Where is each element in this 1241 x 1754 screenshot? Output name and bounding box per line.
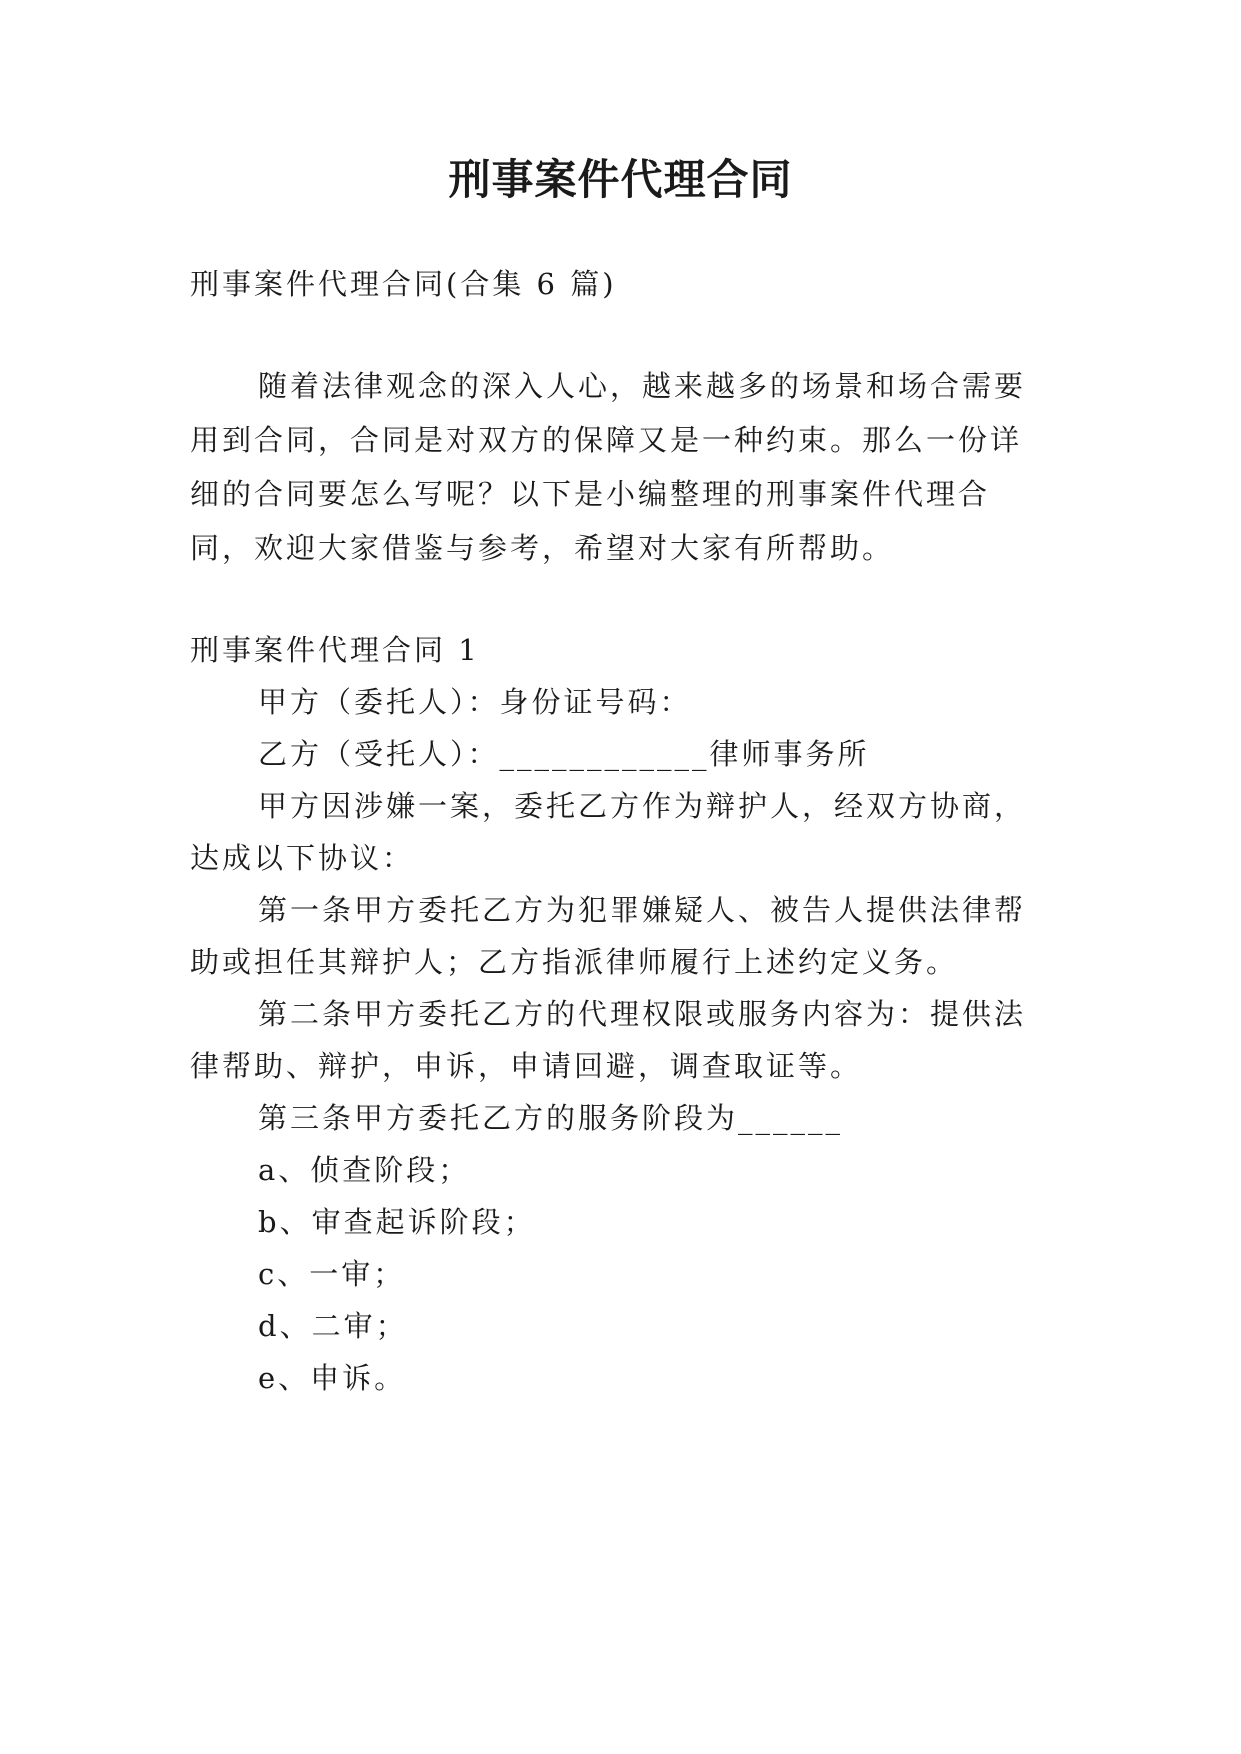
document-title: 刑事案件代理合同 [448, 155, 793, 204]
stage-item: d、二审； [258, 1309, 408, 1343]
article1-line-1: 第一条甲方委托乙方为犯罪嫌疑人、被告人提供法律帮 [258, 893, 1027, 927]
agreement-line-2: 达成以下协议： [190, 841, 415, 875]
document-subtitle: 刑事案件代理合同(合集 6 篇) [190, 267, 617, 301]
article2-line-1: 第二条甲方委托乙方的代理权限或服务内容为：提供法 [258, 997, 1027, 1031]
section-title: 刑事案件代理合同 1 [190, 633, 480, 667]
intro-line-2: 用到合同，合同是对双方的保障又是一种约束。那么一份详 [190, 423, 1023, 457]
article2-line-2: 律帮助、辩护，申诉，申请回避，调查取证等。 [190, 1049, 863, 1083]
article3-line: 第三条甲方委托乙方的服务阶段为______ [258, 1101, 844, 1135]
stage-item: a、侦查阶段； [258, 1153, 471, 1187]
intro-line-1: 随着法律观念的深入人心，越来越多的场景和场合需要 [258, 369, 1027, 403]
stage-item: b、审查起诉阶段； [258, 1205, 536, 1239]
stage-item: e、申诉。 [258, 1361, 407, 1395]
intro-line-4: 同，欢迎大家借鉴与参考，希望对大家有所帮助。 [190, 531, 895, 565]
party-b-line: 乙方（受托人）：____________律师事务所 [258, 737, 870, 771]
stage-item: c、一审； [258, 1257, 406, 1291]
article1-line-2: 助或担任其辩护人；乙方指派律师履行上述约定义务。 [190, 945, 959, 979]
agreement-line-1: 甲方因涉嫌一案，委托乙方作为辩护人，经双方协商， [258, 789, 1027, 823]
intro-line-3: 细的合同要怎么写呢？以下是小编整理的刑事案件代理合 [190, 477, 991, 511]
party-a-line: 甲方（委托人）：身份证号码： [258, 685, 692, 719]
